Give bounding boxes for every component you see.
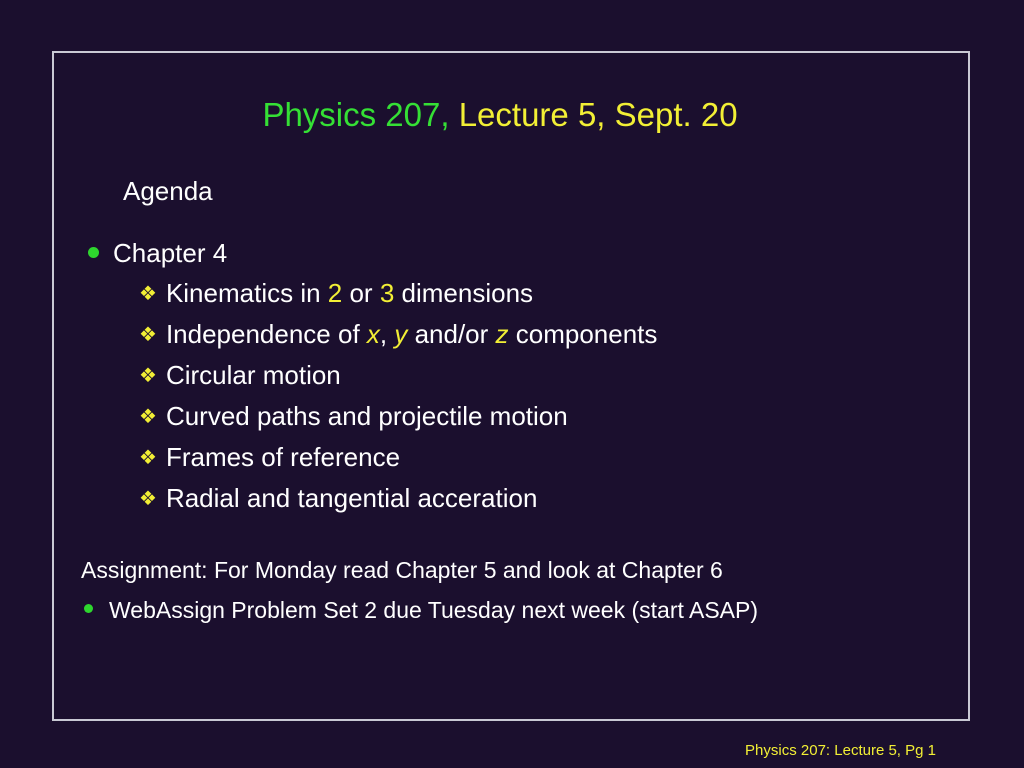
- topic-text-segment: 2: [327, 278, 343, 308]
- chapter-topic-item: [139, 360, 341, 391]
- chapter-topic-item: [139, 442, 400, 473]
- diamond-bullet-icon: ❖: [139, 363, 157, 387]
- chapter-label: Chapter 4: [113, 238, 228, 268]
- title-lecture: Lecture 5, Sept. 20: [458, 96, 738, 133]
- assignment-text: Assignment: For Monday read Chapter 5 and look at Chapter 6: [81, 557, 723, 583]
- chapter-topic-item: [139, 319, 657, 350]
- webassign-text: WebAssign Problem Set 2 due Tuesday next week (start ASAP): [109, 597, 759, 623]
- chapter-bullet: [88, 238, 227, 269]
- topic-text-segment: Curved paths and projectile motion: [165, 401, 568, 431]
- topic-text-segment: ,: [379, 319, 395, 349]
- topic-text-segment: Radial and tangential acceration: [165, 483, 538, 513]
- chapter-topic-item: [139, 401, 568, 432]
- title-course: Physics 207,: [262, 96, 450, 133]
- chapter-topic-item: [139, 278, 533, 309]
- diamond-bullet-icon: ❖: [139, 281, 157, 305]
- topic-text-segment: dimensions: [394, 278, 534, 308]
- topic-text-segment: Independence of: [165, 319, 367, 349]
- diamond-bullet-icon: ❖: [139, 322, 157, 346]
- diamond-bullet-icon: ❖: [139, 404, 157, 428]
- agenda-heading: Agenda: [123, 176, 213, 206]
- topic-text-segment: components: [508, 319, 658, 349]
- webassign-bullet: [84, 597, 758, 624]
- topic-text-segment: 3: [379, 278, 395, 308]
- topic-text-segment: Frames of reference: [165, 442, 401, 472]
- topic-text-segment: x: [366, 319, 380, 349]
- topic-text-segment: Kinematics in: [165, 278, 328, 308]
- topic-text-segment: Circular motion: [165, 360, 341, 390]
- topic-text-segment: y: [394, 319, 408, 349]
- slide-footer: Physics 207: Lecture 5, Pg 1: [745, 742, 936, 759]
- diamond-bullet-icon: ❖: [139, 486, 157, 510]
- green-dot-icon: [84, 604, 93, 613]
- green-dot-icon: [88, 247, 99, 258]
- chapter-topic-item: [139, 483, 537, 514]
- diamond-bullet-icon: ❖: [139, 445, 157, 469]
- topic-text-segment: or: [342, 278, 380, 308]
- topic-text-segment: and/or: [407, 319, 496, 349]
- topic-text-segment: z: [495, 319, 509, 349]
- slide-title: [0, 96, 1000, 134]
